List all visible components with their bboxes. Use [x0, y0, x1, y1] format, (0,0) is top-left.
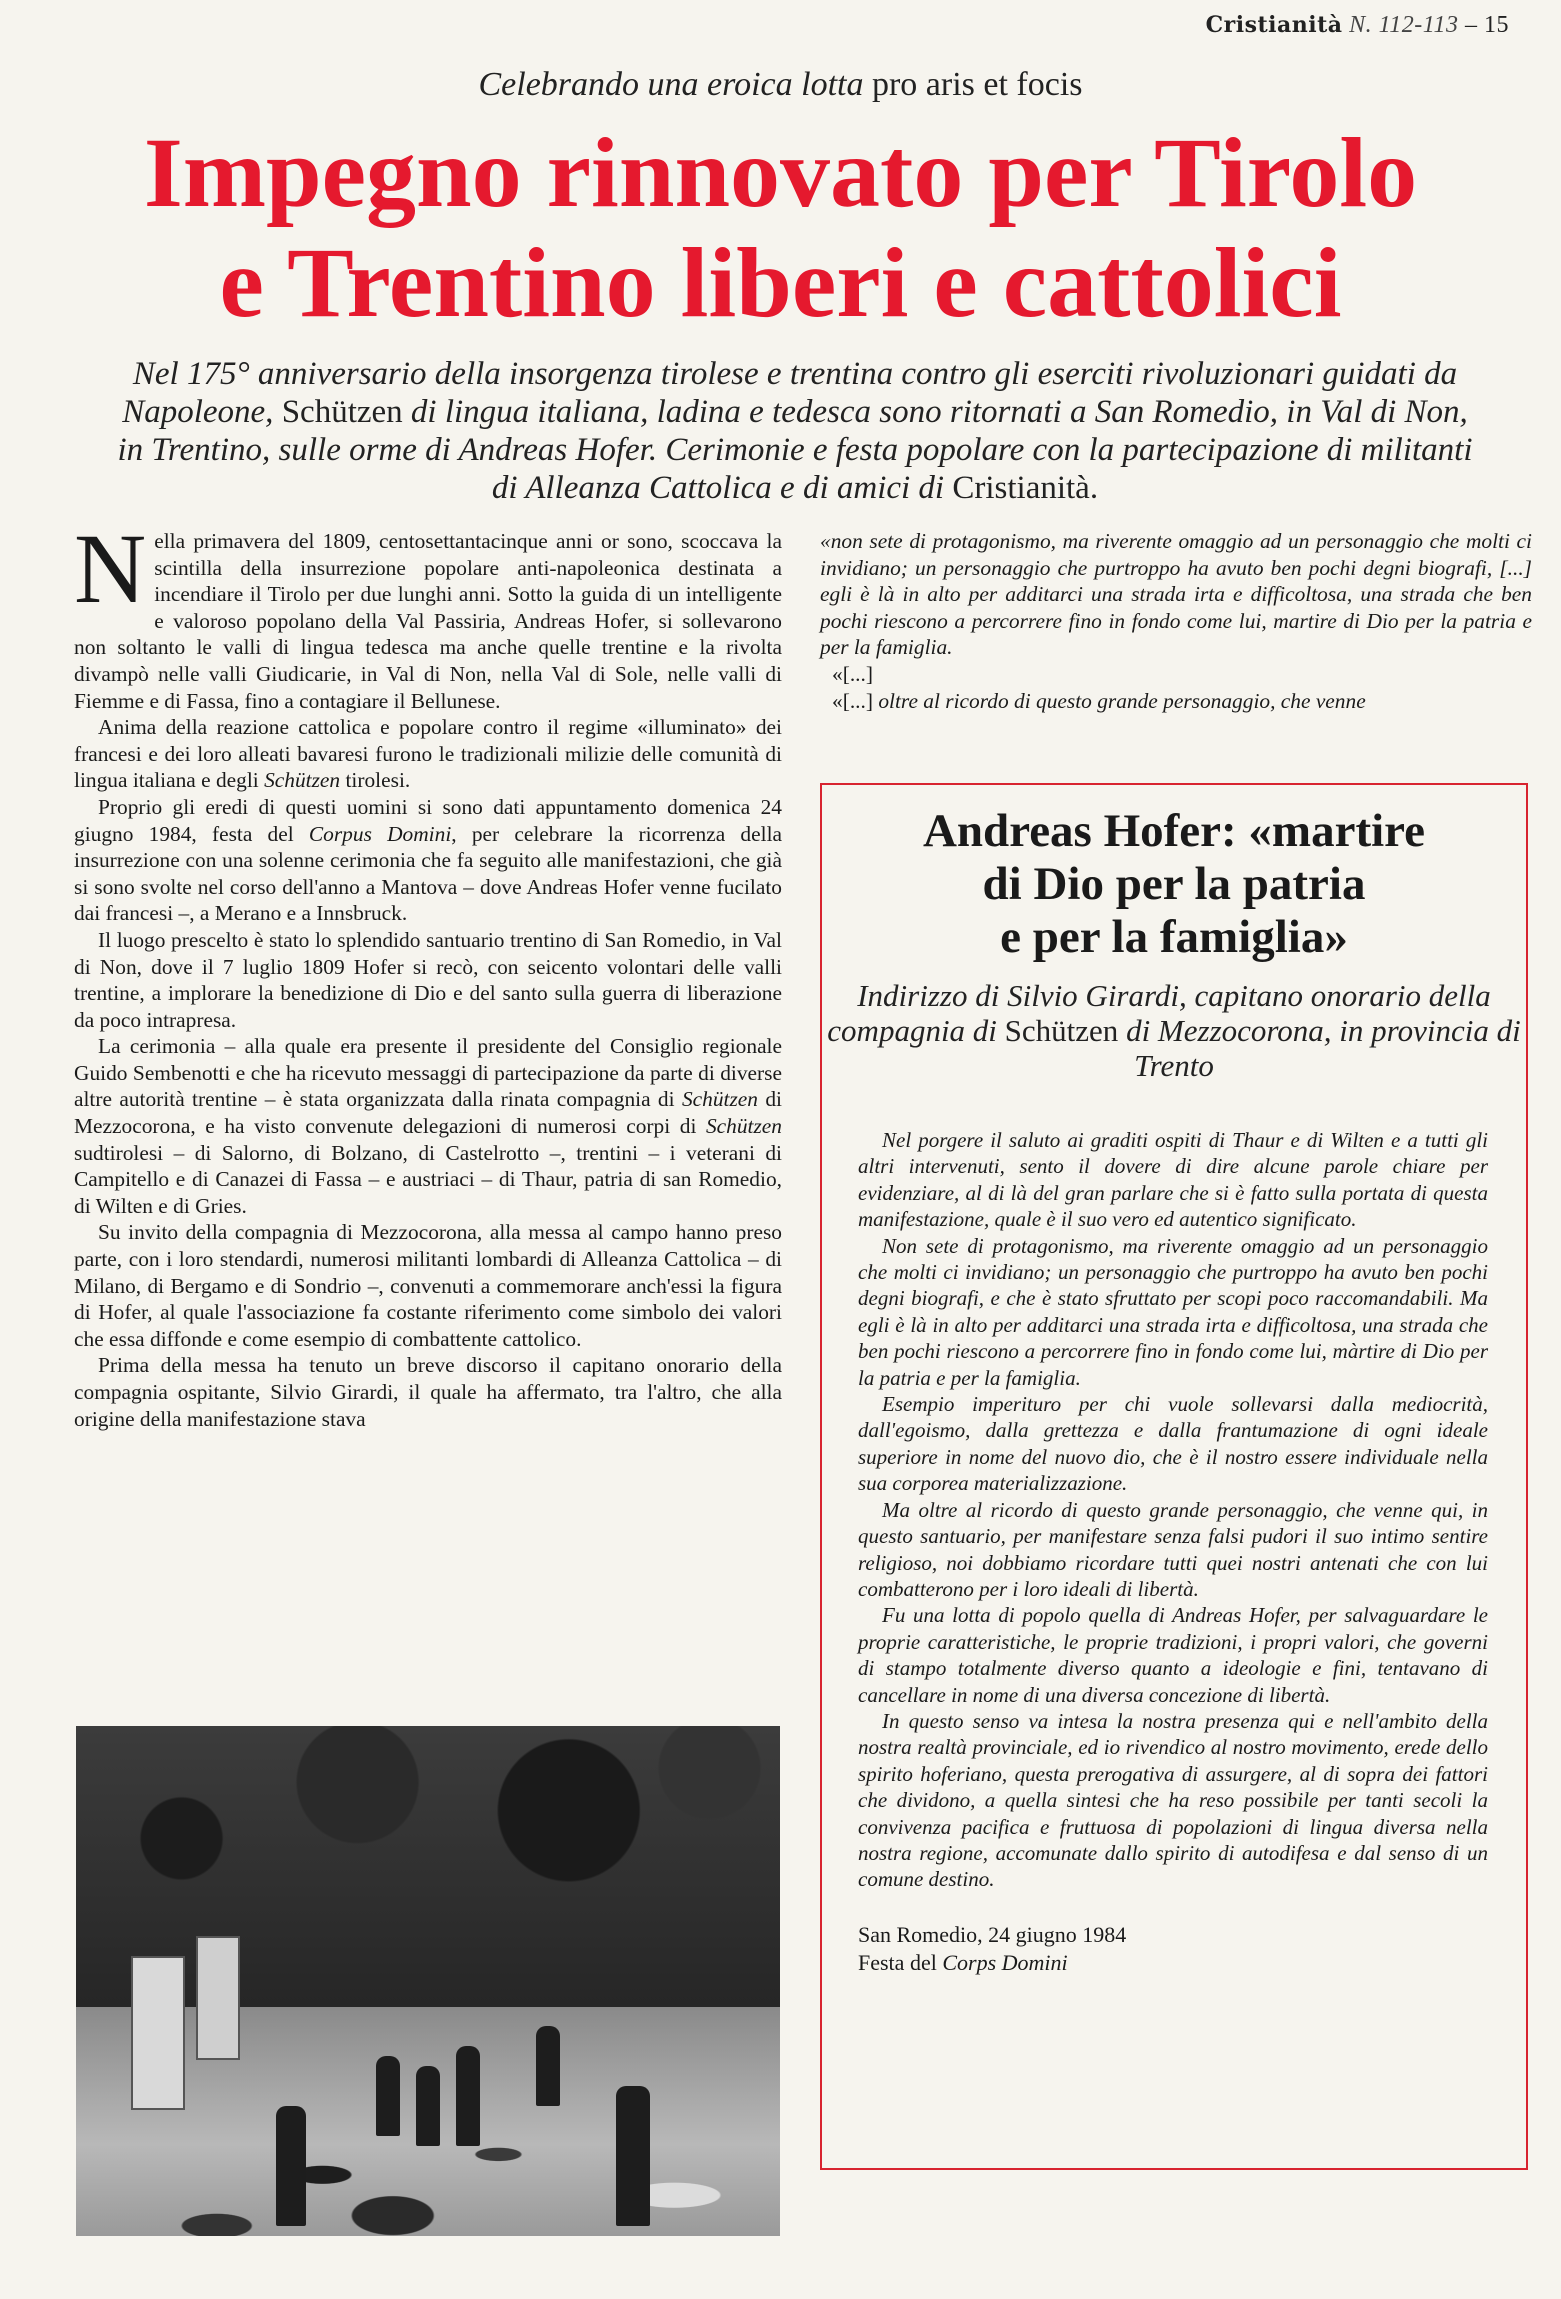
article-p2-b: tirolesi.	[340, 768, 411, 793]
article-paragraph-4: Il luogo prescelto è stato lo splendido santuario trentino di San Romedio, in Val di Non, dove il 7 luglio 1809 Hofer si recò, con seicento volontari delle valli trentine, a implorare la benedizione di Dio e del santo sulla guerra di liberazione da poco intrapresa.	[74, 927, 782, 1032]
sidebar-paragraph-5: Fu una lotta di popolo quella di Andreas Hofer, per salvaguardare le proprie caratteristiche, le proprie tradizioni, i propri valori, che governi di stampo totalmente diverso quanto a ideologie e fini, tentavano di cancellare in nome di una diversa concezione di libertà.	[858, 1603, 1488, 1707]
photo-person	[456, 2046, 480, 2146]
article-paragraph-1	[74, 513, 782, 714]
article-p5-italic-2: Schützen	[705, 1114, 782, 1139]
signature-place-date: San Romedio, 24 giugno 1984	[858, 1922, 1127, 1947]
ceremony-photo	[76, 1726, 780, 2236]
sidebar-byline-a: Indirizzo di Silvio Girardi, capitano onorario della compagnia di	[827, 978, 1491, 1048]
photo-person	[616, 2086, 650, 2226]
drop-cap: N	[74, 513, 147, 624]
sidebar-box	[820, 783, 1528, 2170]
article-paragraph-3	[74, 794, 782, 927]
kicker	[0, 66, 1561, 104]
sidebar-byline-b: di Mezzocorona, in provincia di Trento	[1118, 1013, 1521, 1083]
article-paragraph-7: Prima della messa ha tenuto un breve discorso il capitano onorario della compagnia ospitante, Silvio Girardi, il quale ha affermato, tra l'altro, che alla origine della manifestazione stava	[74, 1353, 782, 1431]
continued-quote-1: «non sete di protagonismo, ma riverente omaggio ad un personaggio che molti ci invidiano; un personaggio che purtroppo ha avuto ben pochi degni biografi, [...] egli è là in alto per additarci una strada irta e difficoltosa, una strada che ben pochi riescono a percorrere fino in fondo come lui, martire di Dio per la patria e per la famiglia.	[820, 529, 1532, 660]
article-p5-b: di Mezzocorona, e ha visto convenute delegazioni di numerosi corpi di	[74, 1087, 782, 1139]
headline-line-1: Impegno rinnovato per Tirolo	[143, 117, 1418, 228]
photo-person	[536, 2026, 560, 2106]
headline	[0, 118, 1561, 338]
continued-quote-3-text: oltre al ricordo di questo grande personaggio, che venne	[878, 688, 1366, 713]
article-p5-italic-1: Schützen	[681, 1087, 758, 1112]
page-number: 15	[1484, 12, 1509, 38]
sidebar-byline-schuetzen: Schützen	[1004, 1013, 1119, 1048]
article-p3-a: Proprio gli eredi di questi uomini si sono dati appuntamento domenica 24 giugno 1984, festa del	[74, 794, 782, 846]
article-p2-italic: Schützen	[264, 768, 341, 793]
article-p3-italic: Corpus Domini	[308, 821, 452, 846]
magazine-name: Cristianità	[1205, 12, 1343, 38]
continued-quote-3	[820, 688, 1532, 715]
headline-line-2: e Trentino liberi e cattolici	[219, 227, 1342, 338]
sidebar-title-line-3: e per la famiglia»	[1000, 911, 1348, 963]
article-paragraph-1-text: ella primavera del 1809, centosettantacinque anni or sono, scoccava la scintilla della insurrezione popolare anti-napoleonica destinata a incendiare il Tirolo per due lunghi anni. Sotto la guida di un intelligente e valoroso popolano della Val Passiria, Andreas Hofer, si sollevarono non soltanto le valli di lingua tedesca ma anche quelle trentine e la rivolta divampò nelle valli Giudicarie, in Val di Non, nella Val di Sole, nelle valli di Fiemme e di Fassa, fino a contagiare il Bellunese.	[74, 529, 782, 713]
photo-person	[416, 2066, 440, 2146]
running-head	[1206, 12, 1509, 39]
deck	[110, 355, 1480, 507]
deck-part-2: di lingua italiana, ladina e tedesca sono ritornati a San Romedio, in Val di Non, in Trentino, sulle orme di Andreas Hofer. Cerimonie e festa popolare con la partecipazione di militanti di Alleanza Cattolica e di amici di	[117, 394, 1473, 506]
signature-feast-italic: Corps Domini	[942, 1950, 1068, 1975]
article-column-right	[820, 528, 1532, 714]
issue-number: N. 112-113	[1349, 12, 1459, 38]
kicker-roman: pro aris et focis	[871, 66, 1083, 103]
article-p2-a: Anima della reazione cattolica e popolare contro il regime «illuminato» dei francesi e dei loro alleati bavaresi furono le tradizionali milizie delle comunità di lingua italiana e degli	[74, 715, 782, 793]
sidebar-byline	[822, 978, 1526, 1083]
signature-feast-a: Festa del	[858, 1950, 943, 1975]
running-head-separator: –	[1465, 12, 1478, 38]
sidebar-paragraph-1: Nel porgere il saluto ai graditi ospiti di Thaur e di Wilten e a tutti gli altri intervenuti, sento il dovere di dire alcune parole chiare per evidenziare, al di là del gran parlare che si è fatto sulla portata di questa manifestazione, quale è il suo vero ed autentico significato.	[858, 1128, 1488, 1232]
photo-person	[376, 2056, 400, 2136]
article-column-left	[74, 513, 783, 1432]
article-paragraph-2	[74, 714, 782, 794]
sidebar-title	[822, 805, 1526, 964]
sidebar-paragraph-3: Esempio imperituro per chi vuole sollevarsi dalla mediocrità, dall'egoismo, dalla grettezza e dalla frantumazione di ogni ideale superiore in nome del nuovo dio, che è il nostro essere individuale nella sua corporea materializzazione.	[858, 1392, 1488, 1496]
deck-end: .	[1089, 470, 1099, 506]
article-paragraph-5	[74, 1033, 782, 1219]
sidebar-paragraph-2: Non sete di protagonismo, ma riverente omaggio ad un personaggio che molti ci invidiano; un personaggio che purtroppo ha avuto ben pochi degni biografi, e che è stato sfruttato per scopi poco raccomandabili. Ma egli è là in alto per additarci una strada irta e difficoltosa, una strada che ben pochi riescono a percorrere fino in fondo come lui, màrtire di Dio per la patria e per la famiglia.	[858, 1233, 1488, 1390]
sidebar-body	[858, 1127, 1488, 1893]
sidebar-paragraph-4: Ma oltre al ricordo di questo grande personaggio, che venne qui, in questo santuario, per manifestare senza falsi pudori il suo intimo sentire religioso, noi dobbiamo ricordare tutti quei nostri antenati che con lui combatterono per i loro ideali di libertà.	[858, 1497, 1488, 1601]
continued-quote-3-open: «[...]	[832, 688, 879, 713]
article-paragraph-6: Su invito della compagnia di Mezzocorona, alla messa al campo hanno preso parte, con i loro stendardi, numerosi militanti lombardi di Alleanza Cattolica – di Milano, di Bergamo e di Sondrio –, convenuti a commemorare anch'essi la figura di Hofer, al quale l'associazione fa costante riferimento come simbolo dei valori che essa diffonde e come esempio di combattente cattolico.	[74, 1220, 782, 1351]
sidebar-title-line-1: Andreas Hofer: «martire	[922, 805, 1426, 857]
article-p5-c: sudtirolesi – di Salorno, di Bolzano, di Castelrotto –, trentini – i veterani di Campitello e di Canazei di Fassa – e austriaci – di Thaur, patria di san Romedio, di Wilten e di Gries.	[74, 1140, 782, 1218]
continued-quote-2: «[...]	[832, 661, 873, 686]
sidebar-signature	[858, 1921, 1126, 1977]
sidebar-paragraph-6: In questo senso va intesa la nostra presenza qui e nell'ambito della nostra realtà provinciale, ed io rivendico al nostro movimento, erede dello spirito hoferiano, questa prerogativa di assurgere, al di sopra dei fattori che dividono, a quella sintesi che ha reso possibile per tanti secoli la convivenza pacifica e fruttuosa di popolazioni di lingua diversa nella nostra regione, accomunate dallo spirito di autodifesa e dal senso di un comune destino.	[858, 1708, 1488, 1892]
article-p5-a: La cerimonia – alla quale era presente il presidente del Consiglio regionale Guido Sembenotti e che ha ricevuto messaggi di partecipazione da parte di diverse altre autorità trentine – è stata organizzata dalla rinata compagnia di	[74, 1034, 782, 1112]
article-p3-b: , per celebrare la ricorrenza della insurrezione con una solenne cerimonia che fa seguito alle manifestazioni, che già si sono svolte nel corso dell'anno a Mantova – dove Andreas Hofer venne fucilato dai francesi –, a Merano e a Innsbruck.	[74, 821, 783, 926]
sidebar-title-line-2: di Dio per la patria	[982, 858, 1366, 910]
deck-part-1: Nel 175° anniversario della insorgenza tirolese e trentina contro gli eserciti rivoluzionari guidati da Napoleone,	[122, 356, 1458, 430]
deck-magazine: Cristianità	[952, 470, 1090, 506]
photo-person	[276, 2106, 306, 2226]
kicker-italic: Celebrando una eroica lotta	[478, 66, 864, 103]
signature-feast	[858, 1949, 1126, 1977]
deck-schuetzen: Schützen	[281, 394, 403, 430]
